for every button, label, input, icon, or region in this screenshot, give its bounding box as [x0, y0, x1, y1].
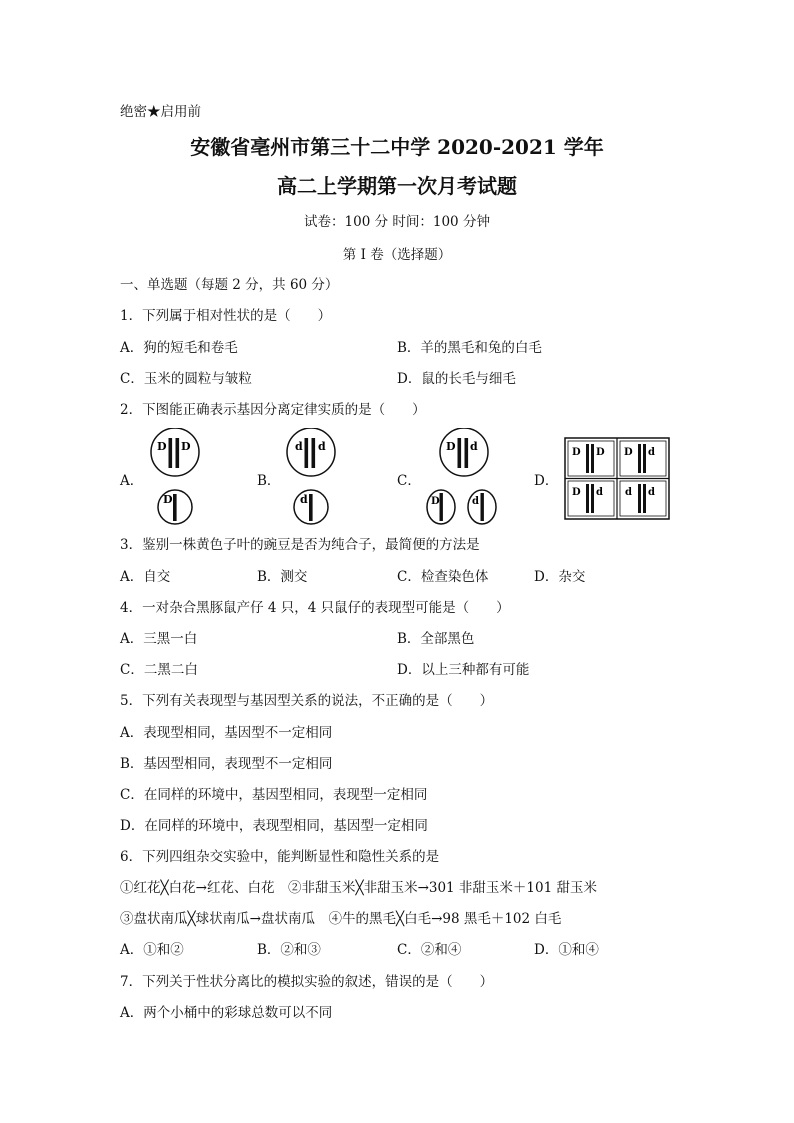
- allele-label: D: [572, 487, 581, 498]
- volume-label: 第 I 卷（选择题）: [342, 247, 452, 263]
- page-title: 安徽省亳州市第三十二中学 2020-2021 学年: [190, 135, 604, 159]
- question-7-option-a[interactable]: A．两个小桶中的彩球总数可以不同: [120, 1005, 333, 1021]
- question-6-stem: 6．下列四组杂交实验中，能判断显性和隐性关系的是: [120, 849, 440, 865]
- question-5-stem: 5．下列有关表现型与基因型关系的说法，不正确的是（ ）: [120, 693, 494, 709]
- question-1-option-c[interactable]: C．玉米的圆粒与皱粒: [120, 371, 252, 387]
- page-subtitle: 高二上学期第一次月考试题: [277, 174, 517, 198]
- question-3-option-a[interactable]: A．自交: [120, 569, 171, 585]
- question-5-option-c[interactable]: C．在同样的环境中，基因型相同，表现型一定相同: [120, 787, 428, 803]
- allele-label: d: [625, 487, 632, 498]
- question-2-diagram-b: [276, 428, 356, 526]
- question-1-option-d[interactable]: D．鼠的长毛与细毛: [397, 371, 516, 387]
- allele-label: D: [446, 440, 456, 453]
- question-5-option-a[interactable]: A．表现型相同，基因型不一定相同: [120, 725, 333, 741]
- question-6-option-c[interactable]: C．②和④: [397, 942, 462, 958]
- allele-label: d: [472, 496, 479, 507]
- allele-label: D: [572, 447, 581, 458]
- allele-label: d: [648, 487, 655, 498]
- question-5-option-d[interactable]: D．在同样的环境中，表现型相同，基因型一定相同: [120, 818, 428, 834]
- question-1-stem: 1．下列属于相对性状的是（ ）: [120, 308, 332, 324]
- exam-info: 试卷：100 分 时间：100 分钟: [304, 214, 490, 230]
- question-2-option-d[interactable]: D．: [534, 473, 559, 489]
- question-4-option-a[interactable]: A．三黑一白: [120, 631, 198, 647]
- question-2-diagram-c: [420, 428, 510, 526]
- question-2-diagram-a: [140, 428, 220, 526]
- allele-label: D: [431, 496, 440, 507]
- question-2-option-b[interactable]: B．: [257, 473, 281, 489]
- allele-label: D: [157, 440, 167, 453]
- question-1-option-a[interactable]: A．狗的短毛和卷毛: [120, 340, 238, 356]
- allele-label: d: [648, 447, 655, 458]
- question-3-option-b[interactable]: B．测交: [257, 569, 308, 585]
- question-2-option-c[interactable]: C．: [397, 473, 421, 489]
- question-2-option-a[interactable]: A．: [120, 473, 144, 489]
- question-4-stem: 4．一对杂合黑豚鼠产仔 4 只，4 只鼠仔的表现型可能是（ ）: [120, 600, 510, 616]
- question-6-item-line: ①红花╳白花→红花、白花 ②非甜玉米╳非甜玉米→301 非甜玉米＋101 甜玉米: [120, 880, 597, 896]
- question-6-item-line: ③盘状南瓜╳球状南瓜→盘状南瓜 ④牛的黑毛╳白毛→98 黑毛＋102 白毛: [120, 911, 562, 927]
- allele-label: D: [163, 493, 173, 506]
- question-1-option-b[interactable]: B．羊的黑毛和兔的白毛: [397, 340, 542, 356]
- allele-label: d: [470, 440, 478, 453]
- question-6-option-d[interactable]: D．①和④: [534, 942, 599, 958]
- question-7-stem: 7．下列关于性状分离比的模拟实验的叙述，错误的是（ ）: [120, 974, 494, 990]
- question-3-option-d[interactable]: D．杂交: [534, 569, 586, 585]
- allele-label: d: [596, 487, 603, 498]
- allele-label: d: [318, 440, 326, 453]
- question-5-option-b[interactable]: B．基因型相同，表现型不一定相同: [120, 756, 333, 772]
- question-4-option-b[interactable]: B．全部黑色: [397, 631, 475, 647]
- question-2-stem: 2．下图能正确表示基因分离定律实质的是（ ）: [120, 402, 426, 418]
- question-3-option-c[interactable]: C．检查染色体: [397, 569, 489, 585]
- question-6-option-a[interactable]: A．①和②: [120, 942, 184, 958]
- allele-label: D: [181, 440, 191, 453]
- allele-label: D: [624, 447, 633, 458]
- allele-label: D: [596, 447, 605, 458]
- question-6-option-b[interactable]: B．②和③: [257, 942, 321, 958]
- allele-label: d: [295, 440, 303, 453]
- secret-label: 绝密★启用前: [120, 104, 201, 120]
- question-4-option-c[interactable]: C．二黑二白: [120, 662, 198, 678]
- section-heading: 一、单选题（每题 2 分，共 60 分）: [120, 277, 339, 293]
- allele-label: d: [300, 493, 308, 506]
- question-4-option-d[interactable]: D．以上三种都有可能: [397, 662, 530, 678]
- question-3-stem: 3．鉴别一株黄色子叶的豌豆是否为纯合子，最简便的方法是: [120, 537, 480, 553]
- question-2-diagram-d: [564, 437, 670, 521]
